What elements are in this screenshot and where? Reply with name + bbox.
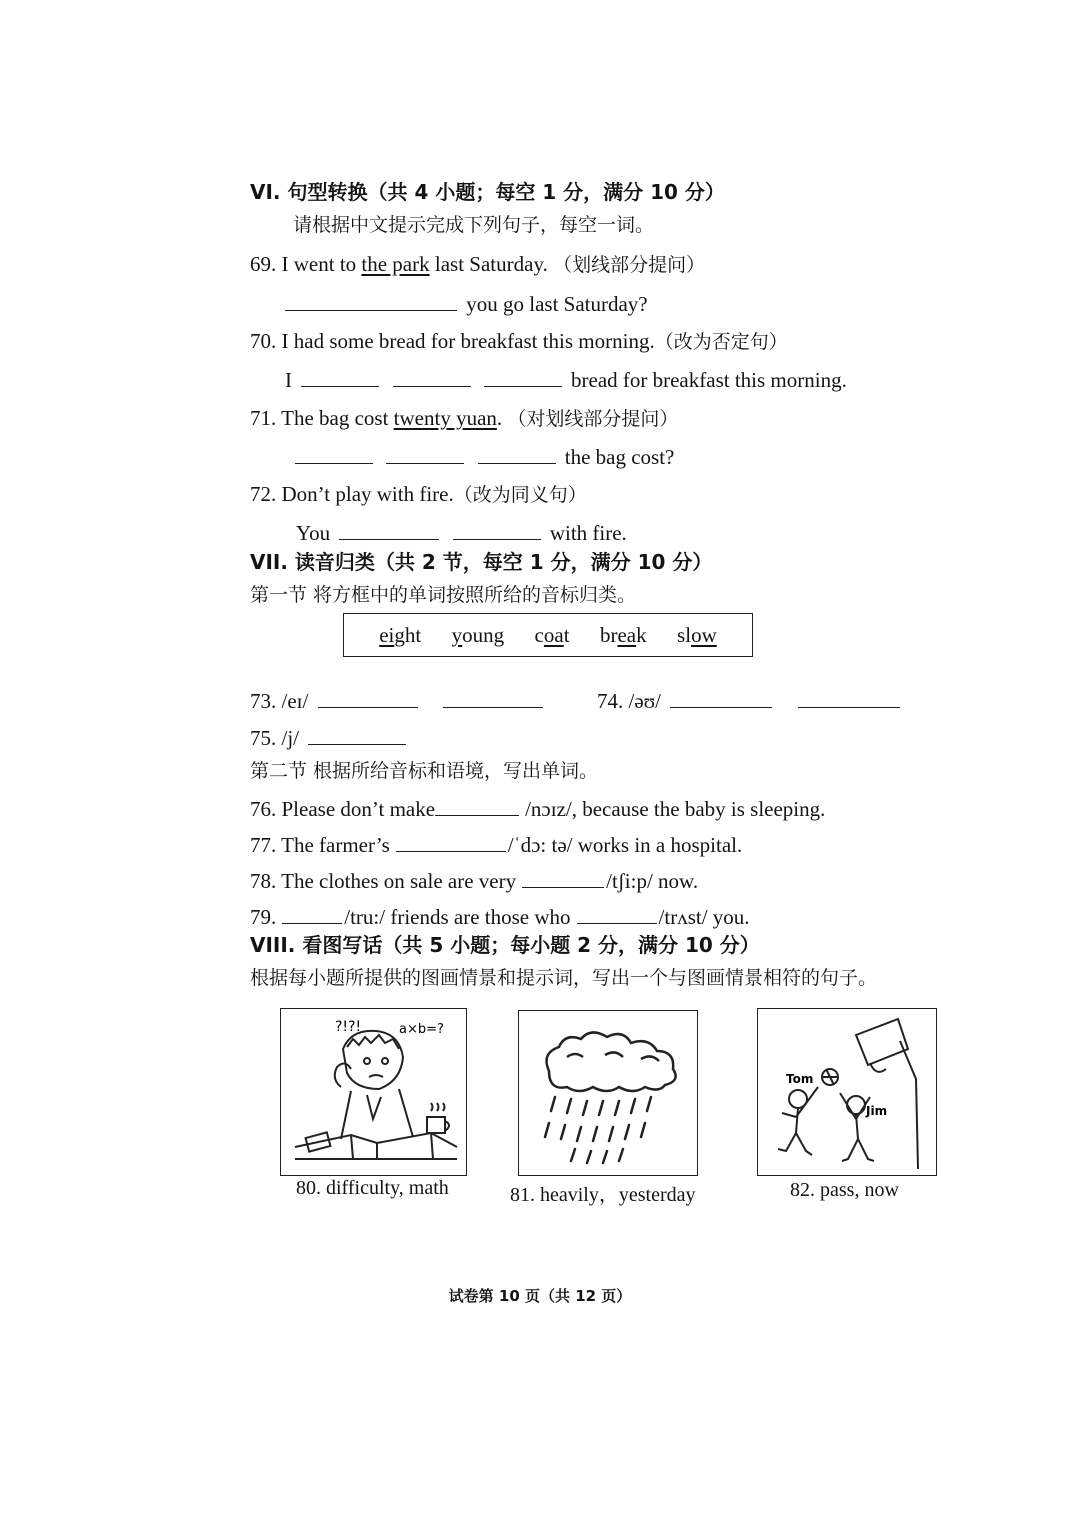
- q70-blank-1[interactable]: [301, 366, 379, 387]
- scribble-equation: a×b=?: [399, 1022, 444, 1037]
- q72-blank-1[interactable]: [339, 519, 439, 540]
- q78-post: /tʃi:p/ now.: [606, 869, 699, 893]
- q78-blank[interactable]: [522, 867, 604, 888]
- q69-underlined: the park: [361, 252, 430, 276]
- q78-pre: 78. The clothes on sale are very: [250, 869, 517, 893]
- picture-81-rain: [518, 1010, 698, 1176]
- q69-text-post: last Saturday.: [429, 252, 548, 276]
- caption-80: 80. difficulty, math: [296, 1177, 449, 1199]
- label-jim: Jim: [866, 1104, 888, 1118]
- q69-hint: （划线部分提问）: [553, 254, 706, 276]
- q76-post: /nɔɪz/, because the baby is sleeping.: [525, 797, 826, 821]
- q70-hint: （改为否定句）: [654, 331, 788, 353]
- q69-blank[interactable]: [285, 290, 457, 311]
- q71-answer-line: [295, 443, 674, 470]
- q70-answer-line: [285, 366, 847, 393]
- q79-blank-1[interactable]: [282, 903, 342, 924]
- q72-answer-line: [296, 519, 627, 546]
- picture-80-studying: [280, 1008, 467, 1176]
- q76-blank[interactable]: [435, 795, 519, 816]
- q74-blank-1[interactable]: [670, 687, 772, 708]
- q74-blank-2[interactable]: [798, 687, 900, 708]
- question-76: [250, 795, 825, 822]
- q77-pre: 77. The farmer’s: [250, 833, 390, 857]
- caption-82: 82. pass, now: [790, 1179, 899, 1201]
- q70-answer-head: I: [285, 368, 292, 392]
- question-70: [250, 328, 788, 355]
- picture-82-basketball: [757, 1008, 937, 1176]
- q71-blank-1[interactable]: [295, 443, 373, 464]
- page-footer: 试卷第 10 页（共 12 页）: [448, 1287, 632, 1305]
- q73-blank-2[interactable]: [443, 687, 543, 708]
- q72-hint: （改为同义句）: [453, 484, 587, 506]
- word-eight: eight: [379, 622, 422, 647]
- q70-answer-tail: bread for breakfast this morning.: [571, 368, 847, 392]
- question-79: [250, 903, 750, 930]
- word-slow: slow: [677, 622, 717, 647]
- q72-answer-tail: with fire.: [549, 521, 627, 545]
- word-box: [343, 613, 753, 657]
- q72-text: 72. Don’t play with fire.: [250, 482, 454, 506]
- studying-boy-illustration: [281, 1009, 465, 1174]
- question-74: [597, 687, 904, 714]
- basketball-players-illustration: [758, 1009, 935, 1174]
- q72-answer-head: You: [296, 521, 331, 545]
- section-6-instruction: 请根据中文提示完成下列句子，每空一词。: [293, 214, 655, 236]
- q69-answer-line: [285, 290, 648, 317]
- q71-blank-2[interactable]: [386, 443, 464, 464]
- section-6-title: VI. 句型转换（共 4 小题；每空 1 分，满分 10 分）: [250, 180, 725, 204]
- q70-blank-3[interactable]: [484, 366, 562, 387]
- q75-blank[interactable]: [308, 724, 406, 745]
- question-77: [250, 831, 742, 858]
- caption-81: 81. heavily，yesterday: [510, 1184, 696, 1206]
- q79-pre: 79.: [250, 905, 277, 929]
- q71-text-post: .: [496, 406, 503, 430]
- section-7-part2: 第二节 根据所给音标和语境，写出单词。: [250, 760, 599, 782]
- section-7-title: VII. 读音归类（共 2 节，每空 1 分，满分 10 分）: [250, 550, 713, 574]
- q69-text-pre: 69. I went to: [250, 252, 362, 276]
- q73-label: 73. /eɪ/: [250, 689, 309, 713]
- q76-pre: 76. Please don’t make: [250, 797, 436, 821]
- q79-post: /trʌst/ you.: [658, 905, 750, 929]
- q79-blank-2[interactable]: [577, 903, 657, 924]
- q69-answer-tail: you go last Saturday?: [466, 292, 648, 316]
- q73-blank-1[interactable]: [318, 687, 418, 708]
- question-73: [250, 687, 547, 714]
- q70-blank-2[interactable]: [393, 366, 471, 387]
- q71-underlined: twenty yuan: [393, 406, 497, 430]
- word-young: young: [451, 622, 505, 647]
- question-72: [250, 481, 587, 508]
- question-69: [250, 251, 705, 278]
- section-8-instruction: 根据每小题所提供的图画情景和提示词，写出一个与图画情景相符的句子。: [250, 967, 878, 989]
- section-7-part1: 第一节 将方框中的单词按照所给的音标归类。: [250, 584, 637, 606]
- q71-hint: （对划线部分提问）: [507, 408, 679, 430]
- q75-label: 75. /j/: [250, 726, 300, 750]
- scribble-question-marks: ?!?!: [335, 1019, 362, 1035]
- label-tom: Tom: [786, 1072, 814, 1086]
- q70-text: 70. I had some bread for breakfast this morning.: [250, 329, 655, 353]
- word-coat: coat: [534, 622, 570, 647]
- q71-text-pre: 71. The bag cost: [250, 406, 394, 430]
- q74-label: 74. /əʊ/: [597, 689, 662, 713]
- q71-answer-tail: the bag cost?: [564, 445, 675, 469]
- question-71: [250, 405, 678, 432]
- rain-cloud-illustration: [519, 1011, 696, 1174]
- word-break: break: [599, 622, 647, 647]
- question-78: [250, 867, 698, 894]
- section-8-title: VIII. 看图写话（共 5 小题；每小题 2 分，满分 10 分）: [250, 933, 760, 957]
- q77-post: /ˈdɔ: tə/ works in a hospital.: [507, 833, 743, 857]
- q77-blank[interactable]: [396, 831, 506, 852]
- q71-blank-3[interactable]: [478, 443, 556, 464]
- q72-blank-2[interactable]: [453, 519, 541, 540]
- q79-mid: /tru:/ friends are those who: [344, 905, 571, 929]
- question-75: [250, 724, 410, 751]
